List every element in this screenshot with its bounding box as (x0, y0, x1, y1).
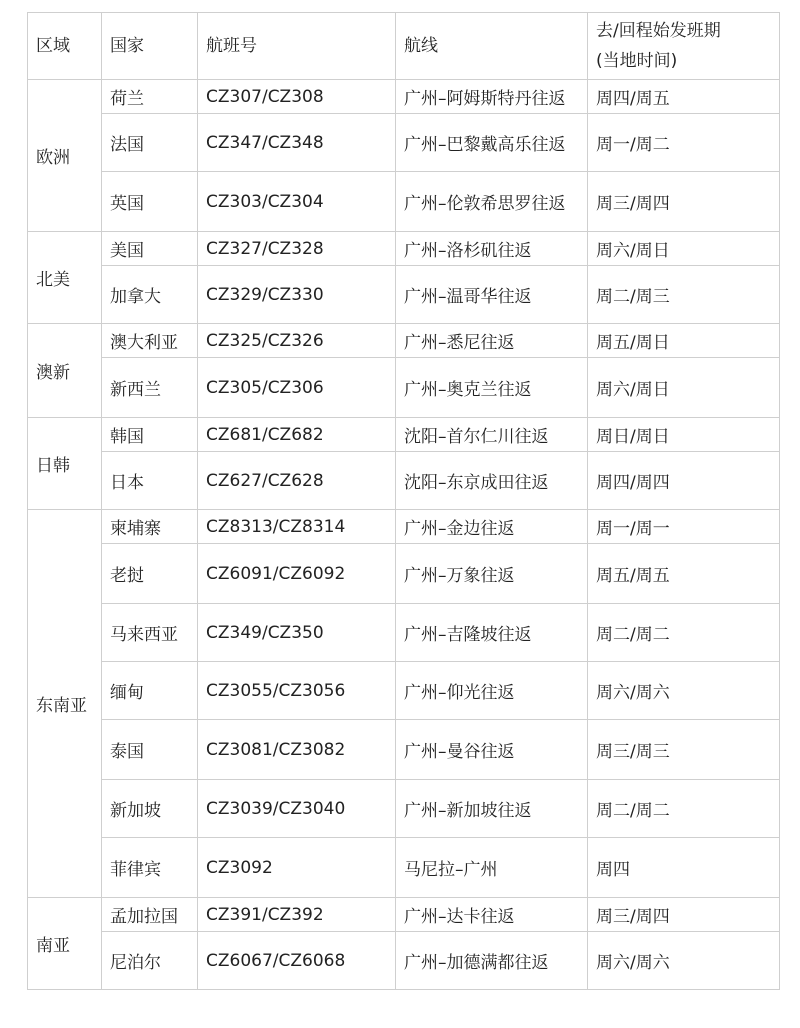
table-row (28, 898, 780, 932)
route-cell: 广州–温哥华往返 (396, 266, 588, 324)
schedule-cell: 周六/周日 (588, 232, 780, 266)
schedule-cell: 周二/周二 (588, 604, 780, 662)
flight-number-cell: CZ347/CZ348 (198, 114, 396, 172)
table-row (28, 172, 780, 232)
table-row (28, 838, 780, 898)
schedule-cell: 周一/周一 (588, 510, 780, 544)
header-country: 国家 (102, 13, 198, 80)
schedule-cell: 周四 (588, 838, 780, 898)
table-row (28, 266, 780, 324)
region-cell: 日韩 (28, 418, 102, 510)
table-row (28, 324, 780, 358)
table-row (28, 662, 780, 720)
country-cell: 尼泊尔 (102, 932, 198, 990)
country-cell: 法国 (102, 114, 198, 172)
schedule-cell: 周六/周日 (588, 358, 780, 418)
table-row (28, 720, 780, 780)
header-flight-number: 航班号 (198, 13, 396, 80)
header-schedule-line2: (当地时间) (596, 51, 678, 71)
flight-schedule-table (27, 12, 780, 990)
flight-number-cell: CZ303/CZ304 (198, 172, 396, 232)
table-row (28, 780, 780, 838)
country-cell: 加拿大 (102, 266, 198, 324)
route-cell: 沈阳–首尔仁川往返 (396, 418, 588, 452)
table-body (28, 80, 780, 990)
schedule-cell: 周三/周三 (588, 720, 780, 780)
route-cell: 广州–伦敦希思罗往返 (396, 172, 588, 232)
header-schedule-line1: 去/回程始发班期 (596, 21, 721, 41)
flight-number-cell: CZ3055/CZ3056 (198, 662, 396, 720)
header-schedule (588, 13, 780, 80)
country-cell: 菲律宾 (102, 838, 198, 898)
schedule-cell: 周二/周二 (588, 780, 780, 838)
country-cell: 新西兰 (102, 358, 198, 418)
table-row (28, 510, 780, 544)
table-row (28, 114, 780, 172)
table-row (28, 232, 780, 266)
country-cell: 马来西亚 (102, 604, 198, 662)
country-cell: 日本 (102, 452, 198, 510)
country-cell: 泰国 (102, 720, 198, 780)
flight-number-cell: CZ6091/CZ6092 (198, 544, 396, 604)
country-cell: 缅甸 (102, 662, 198, 720)
country-cell: 英国 (102, 172, 198, 232)
route-cell: 广州–巴黎戴高乐往返 (396, 114, 588, 172)
region-cell: 北美 (28, 232, 102, 324)
flight-number-cell: CZ305/CZ306 (198, 358, 396, 418)
schedule-cell: 周四/周五 (588, 80, 780, 114)
route-cell: 广州–阿姆斯特丹往返 (396, 80, 588, 114)
schedule-cell: 周日/周日 (588, 418, 780, 452)
schedule-cell: 周六/周六 (588, 662, 780, 720)
table-row (28, 932, 780, 990)
table-row (28, 544, 780, 604)
region-cell: 南亚 (28, 898, 102, 990)
country-cell: 荷兰 (102, 80, 198, 114)
flight-number-cell: CZ327/CZ328 (198, 232, 396, 266)
schedule-cell: 周四/周四 (588, 452, 780, 510)
route-cell: 广州–曼谷往返 (396, 720, 588, 780)
route-cell: 广州–新加坡往返 (396, 780, 588, 838)
table-row (28, 452, 780, 510)
route-cell: 广州–仰光往返 (396, 662, 588, 720)
schedule-cell: 周五/周五 (588, 544, 780, 604)
country-cell: 新加坡 (102, 780, 198, 838)
route-cell: 沈阳–东京成田往返 (396, 452, 588, 510)
route-cell: 广州–加德满都往返 (396, 932, 588, 990)
flight-number-cell: CZ8313/CZ8314 (198, 510, 396, 544)
region-cell: 欧洲 (28, 80, 102, 232)
schedule-cell: 周一/周二 (588, 114, 780, 172)
flight-number-cell: CZ3081/CZ3082 (198, 720, 396, 780)
route-cell: 广州–金边往返 (396, 510, 588, 544)
flight-number-cell: CZ6067/CZ6068 (198, 932, 396, 990)
region-cell: 澳新 (28, 324, 102, 418)
route-cell: 广州–洛杉矶往返 (396, 232, 588, 266)
header-region: 区域 (28, 13, 102, 80)
region-cell: 东南亚 (28, 510, 102, 898)
country-cell: 美国 (102, 232, 198, 266)
country-cell: 柬埔寨 (102, 510, 198, 544)
flight-number-cell: CZ681/CZ682 (198, 418, 396, 452)
table-row (28, 80, 780, 114)
country-cell: 老挝 (102, 544, 198, 604)
route-cell: 广州–万象往返 (396, 544, 588, 604)
schedule-cell: 周六/周六 (588, 932, 780, 990)
country-cell: 澳大利亚 (102, 324, 198, 358)
flight-number-cell: CZ391/CZ392 (198, 898, 396, 932)
flight-number-cell: CZ349/CZ350 (198, 604, 396, 662)
flight-number-cell: CZ3092 (198, 838, 396, 898)
header-row (28, 13, 780, 80)
route-cell: 广州–吉隆坡往返 (396, 604, 588, 662)
route-cell: 广州–达卡往返 (396, 898, 588, 932)
route-cell: 马尼拉–广州 (396, 838, 588, 898)
header-route: 航线 (396, 13, 588, 80)
table-row (28, 418, 780, 452)
schedule-cell: 周二/周三 (588, 266, 780, 324)
table-row (28, 604, 780, 662)
route-cell: 广州–悉尼往返 (396, 324, 588, 358)
route-cell: 广州–奥克兰往返 (396, 358, 588, 418)
flight-number-cell: CZ325/CZ326 (198, 324, 396, 358)
schedule-cell: 周三/周四 (588, 172, 780, 232)
table-row (28, 358, 780, 418)
country-cell: 孟加拉国 (102, 898, 198, 932)
flight-number-cell: CZ3039/CZ3040 (198, 780, 396, 838)
flight-number-cell: CZ329/CZ330 (198, 266, 396, 324)
flight-number-cell: CZ307/CZ308 (198, 80, 396, 114)
schedule-cell: 周五/周日 (588, 324, 780, 358)
country-cell: 韩国 (102, 418, 198, 452)
schedule-cell: 周三/周四 (588, 898, 780, 932)
flight-number-cell: CZ627/CZ628 (198, 452, 396, 510)
